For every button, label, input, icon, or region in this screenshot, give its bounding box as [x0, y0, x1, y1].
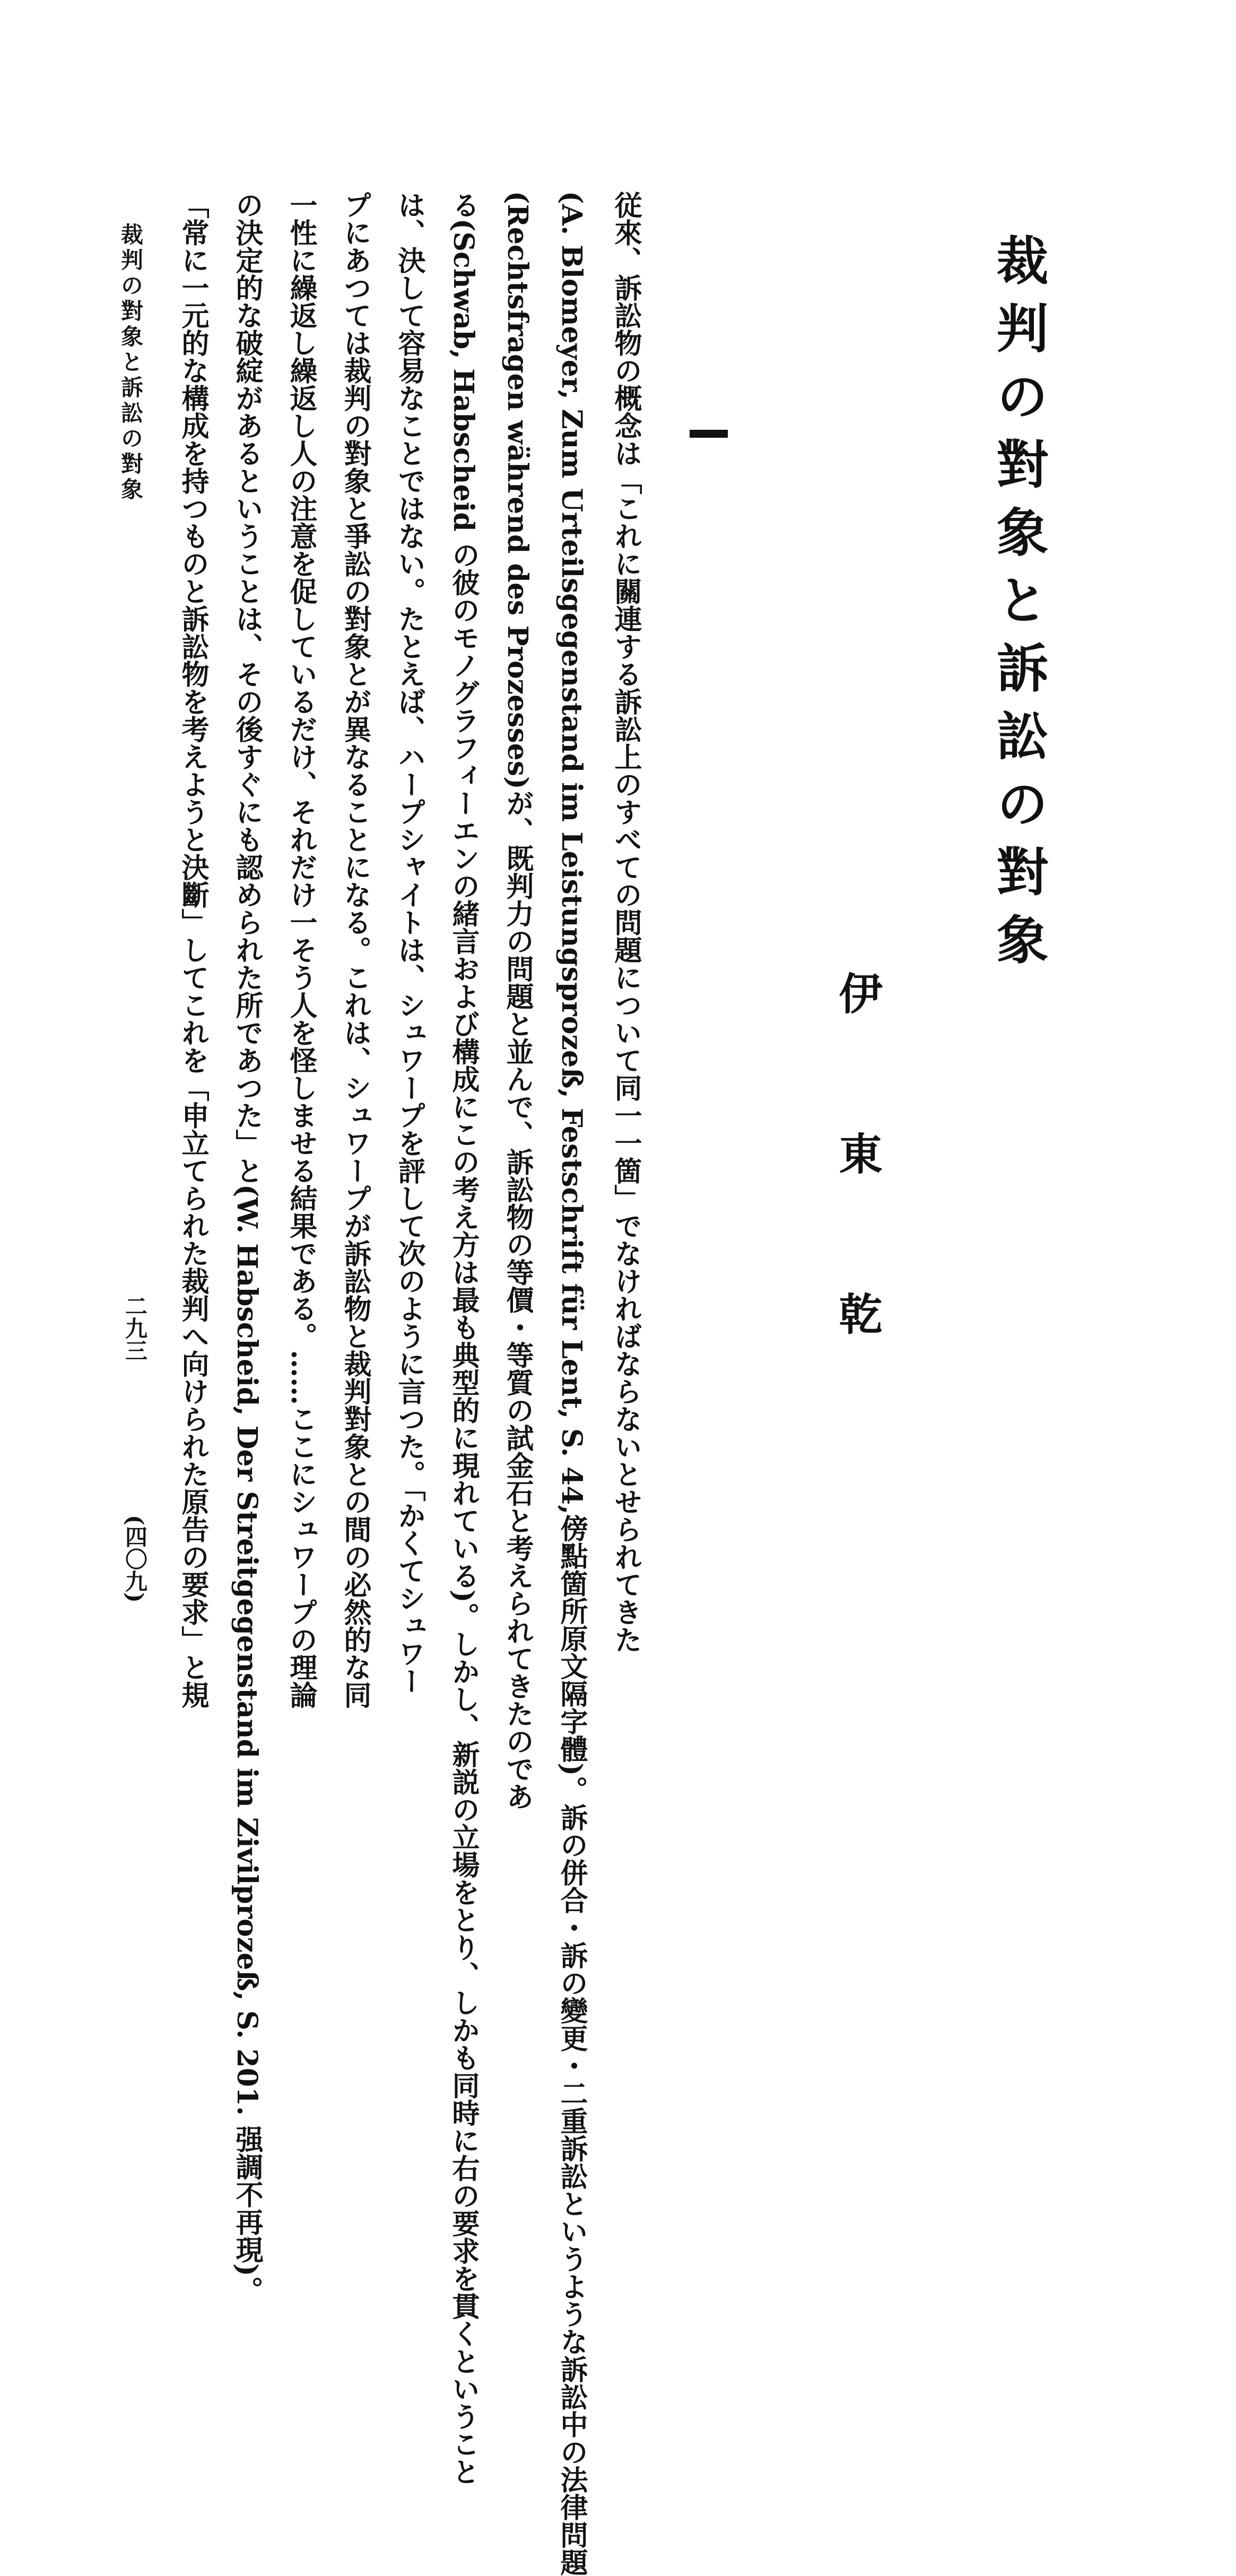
body-line: 「常に一元的な構成を持つものと訴訟物を考えようと決斷」してこれを「申立てられた裁判へ向けられた原告の要求」と規	[177, 191, 209, 1708]
body-line: の決定的な破綻があるということは、その後すぐにも認められた所であつた」と(W. Habscheid, Der Streitgegenstand im Zivilprozeß, S. 201. 强調不再現)。	[231, 191, 263, 2304]
body-line: (Rechtsfragen während des Prozesses)が、既判力の問題と並んで、訴訟物の等價・等質の試金石と考えられてきたのであ	[501, 191, 534, 1810]
body-line: 一性に繰返し繰返し人の注意を促しているだけ、それだけ一そう人を怪しませる結果である。……ここにシュワープの理論	[285, 191, 317, 1708]
section-number-one	[690, 430, 728, 438]
original-page-number: (四〇九)	[122, 1515, 148, 1603]
running-head: 裁判の對象と訴訟の對象	[118, 223, 144, 503]
page-number: 二九三	[122, 1295, 148, 1361]
article-title: 裁判の對象と訴訟の對象	[988, 233, 1049, 981]
body-line: 従來、訴訟物の概念は「これに關連する訴訟上のすべての問題について同一一箇」でなければならないとせられてきた	[610, 191, 642, 1653]
author-name: 伊東乾	[832, 971, 883, 1452]
body-text	[166, 191, 652, 2576]
body-line: (A. Blomeyer, Zum Urteilsgegenstand im Leistungsprozeß, Festschrift für Lent, S. 44,傍點箇所原文隔字體)。訴の併合・訴の變更・二重訴訟というような訴訟中の法律問題	[555, 191, 588, 2576]
body-line: は、決して容易なことではない。たとえば、ハープシャイトは、シュワープを評して次のように言つた。「かくてシュワー	[393, 191, 425, 1695]
body-line: る(Schwab, Habscheid の彼のモノグラフィーエンの緒言および構成にこの考え方は最も典型的に現れている)。しかし、新説の立場をとり、しかも同時に右の要求を貫くということ	[447, 191, 480, 2486]
body-line: プにあつては裁判の對象と爭訟の對象とが異なることになる。これは、シュワープが訴訟物と裁判對象との間の必然的な同	[339, 191, 371, 1708]
